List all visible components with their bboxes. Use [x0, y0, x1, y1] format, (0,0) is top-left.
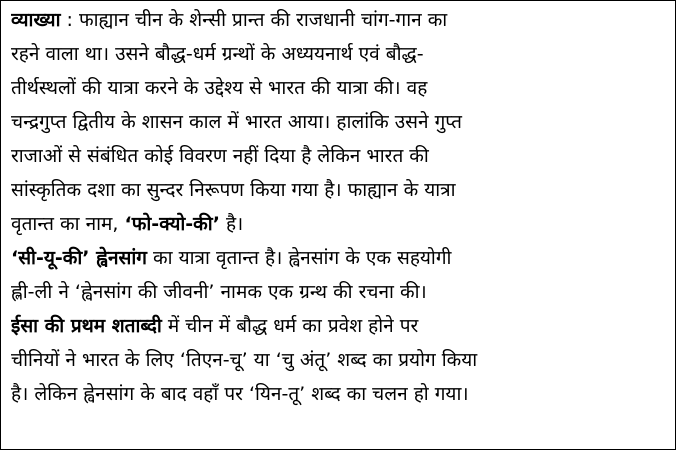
paragraph2-line2: ह्ली-ली ने ‘ह्वेनसांग की जीवनी’ नामक एक ग्रन्थ की रचना की। — [11, 281, 427, 303]
paragraph2-line1-text: का यात्रा वृतान्त है। ह्वेनसांग के एक सहयोगी — [153, 247, 452, 269]
explanation-heading: व्याख्या — [11, 9, 61, 31]
paragraph1-line7 — [11, 209, 667, 239]
paragraph1-line1-text: : फाह्यान चीन के शेन्सी प्रान्त की राजधानी चांग-गान का — [66, 9, 448, 31]
paragraph1-line7-end: है। — [225, 213, 244, 235]
paragraph1-line1 — [11, 5, 667, 35]
paragraph3-line1-text: में चीन में बौद्ध धर्म का प्रवेश होने पर — [167, 315, 419, 337]
paragraph1-line5: राजाओं से संबंधित कोई विवरण नहीं दिया है लेकिन भारत की — [11, 145, 429, 167]
paragraph2-line1 — [11, 243, 667, 273]
paragraph3-line1 — [11, 311, 667, 341]
paragraph1-line2: रहने वाला था। उसने बौद्ध-धर्म ग्रन्थों के अध्ययनार्थ एवं बौद्ध- — [11, 43, 424, 65]
paragraph1-line4: चन्द्रगुप्त द्वितीय के शासन काल में भारत आया। हालांकि उसने गुप्त — [11, 111, 462, 133]
first-century-phrase: ईसा की प्रथम शताब्दी — [11, 315, 162, 337]
si-yu-ki-title: ‘सी-यू-की’ ह्वेनसांग — [11, 247, 147, 269]
paragraph3-line3: है। लेकिन ह्वेनसांग के बाद वहाँ पर ‘यिन-तू’ शब्द का चलन हो गया। — [11, 383, 469, 405]
fo-kyo-ki-title: ‘फो-क्यो-की’ — [124, 213, 220, 235]
travelogue-name-label: वृतान्त का नाम, — [11, 213, 119, 235]
paragraph1-line6: सांस्कृतिक दशा का सुन्दर निरूपण किया गया है। फाह्यान के यात्रा — [11, 179, 456, 201]
paragraph1-line3: तीर्थस्थलों की यात्रा करने के उद्देश्य से भारत की यात्रा की। वह — [11, 77, 428, 99]
paragraph3-line2: चीनियों ने भारत के लिए ‘तिएन-चू’ या ‘चु अंतू’ शब्द का प्रयोग किया — [11, 349, 478, 371]
